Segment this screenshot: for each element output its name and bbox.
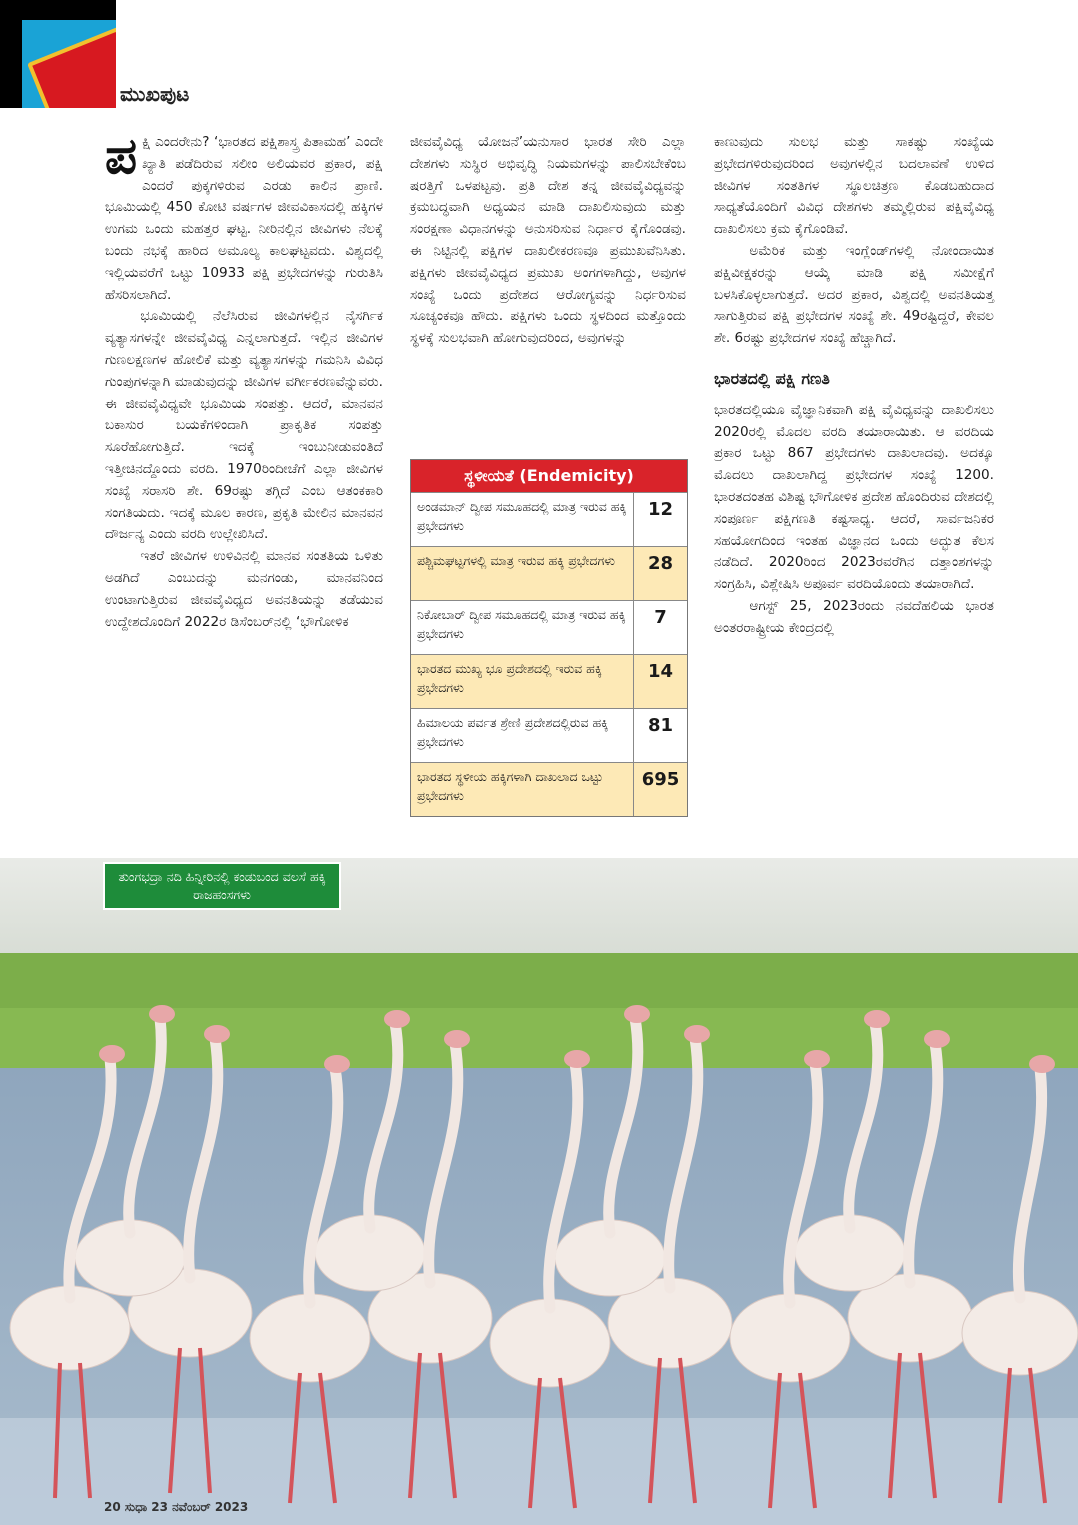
page-number: 20: [104, 1500, 121, 1514]
paragraph: ಭಾರತದಲ್ಲಿಯೂ ವೈಜ್ಞಾನಿಕವಾಗಿ ಪಕ್ಷಿ ವೈವಿಧ್ಯವನ್ನು ದಾಖಲಿಸಲು 2020ರಲ್ಲಿ ಮೊದಲ ವರದಿ ತಯಾರಾಯಿತು. ಆ ವರದಿಯ ಪ್ರಕಾರ ಒಟ್ಟು 867 ಪ್ರಭೇದಗಳು ದಾಖಲಾದವು. ಅದಕ್ಕೂ ಮೊದಲು ದಾಖಲಾಗಿದ್ದ ಪ್ರಭೇದಗಳ ಸಂಖ್ಯೆ 1200. ಭಾರತದಂತಹ ವಿಶಿಷ್ಟ ಭೌಗೋಳಿಕ ಪ್ರದೇಶ ಹೊಂದಿರುವ ದೇಶದಲ್ಲಿ ಸಂಪೂರ್ಣ ಪಕ್ಷಿಗಣತಿ ಕಷ್ಟಸಾಧ್ಯ. ಆದರೆ, ಸಾರ್ವಜನಿಕರ ಸಹಯೋಗದಿಂದ ಇಂತಹ ವಿಜ್ಞಾನದ ಒಂದು ಅದ್ಭುತ ಕೆಲಸ ನಡೆದಿದೆ. 2020ರಿಂದ 2023ರವರೆಗಿನ ದತ್ತಾಂಶಗಳನ್ನು ಸಂಗ್ರಹಿಸಿ, ವಿಶ್ಲೇಷಿಸಿ ಅಪೂರ್ವ ವರದಿಯೊಂದು ತಯಾರಾಗಿದೆ.: [714, 401, 994, 593]
table-row: [411, 708, 687, 762]
photo-caption: ತುಂಗಭದ್ರಾ ನದಿ ಹಿನ್ನೀರಿನಲ್ಲಿ ಕಂಡುಬಂದ ವಲಸೆ ಹಕ್ಕಿ ರಾಜಹಂಸಗಳು: [103, 862, 341, 910]
row-label: ಹಿಮಾಲಯ ಪರ್ವತ ಶ್ರೇಣಿ ಪ್ರದೇಶದಲ್ಲಿರುವ ಹಕ್ಕಿ ಪ್ರಭೇದಗಳು: [411, 709, 634, 762]
flamingo-illustration: [0, 858, 1078, 1525]
row-label: ಅಂಡಮಾನ್ ದ್ವೀಪ ಸಮೂಹದಲ್ಲಿ ಮಾತ್ರ ಇರುವ ಹಕ್ಕಿ ಪ್ರಭೇದಗಳು: [411, 493, 634, 546]
subheading: ಭಾರತದಲ್ಲಿ ಪಕ್ಷಿ ಗಣತಿ: [714, 368, 830, 388]
paragraph: ಆಗಸ್ಟ್ 25, 2023ರಂದು ನವದೆಹಲಿಯ ಭಾರತ ಅಂತರರಾಷ್ಟ್ರೀಯ ಕೇಂದ್ರದಲ್ಲಿ: [714, 597, 994, 636]
paragraph: ಭೂಮಿಯಲ್ಲಿ ನೆಲೆಸಿರುವ ಜೀವಿಗಳಲ್ಲಿನ ನೈಸರ್ಗಿಕ ವ್ಯತ್ಯಾಸಗಳನ್ನೇ ಜೀವವೈವಿಧ್ಯ ಎನ್ನಲಾಗುತ್ತದೆ. ಇಲ್ಲಿನ ಜೀವಿಗಳ ಗುಣಲಕ್ಷಣಗಳ ಹೋಲಿಕೆ ಮತ್ತು ವ್ಯತ್ಯಾಸಗಳನ್ನು ಗಮನಿಸಿ ವಿವಿಧ ಗುಂಪುಗಳನ್ನಾಗಿ ಮಾಡುವುದನ್ನು ಜೀವಿಗಳ ವರ್ಗೀಕರಣವೆನ್ನುವರು. ಈ ಜೀವವೈವಿಧ್ಯವೇ ಭೂಮಿಯ ಸಂಪತ್ತು. ಆದರೆ, ಮಾನವನ ಬಕಾಸುರ ಬಯಕೆಗಳಿಂದಾಗಿ ಪ್ರಾಕೃತಿಕ ಸಂಪತ್ತು ಸೂರೆಹೋಗುತ್ತಿದೆ. ಇದಕ್ಕೆ ಇಂಬುನೀಡುವಂತಿದೆ ಇತ್ತೀಚಿನದ್ದೊಂದು ವರದಿ. 1970ರಿಂದೀಚೆಗೆ ಎಲ್ಲಾ ಜೀವಿಗಳ ಸಂಖ್ಯೆ ಸರಾಸರಿ ಶೇ. 69ರಷ್ಟು ತಗ್ಗಿದೆ ಎಂಬ ಆತಂಕಕಾರಿ ಸಂಗತಿಯದು. ಇದಕ್ಕೆ ಮೂಲ ಕಾರಣ, ಪ್ರಕೃತಿ ಮೇಲಿನ ಮಾನವನ ದೌರ್ಜನ್ಯ ಎಂದು ವರದಿ ಉಲ್ಲೇಖಿಸಿದೆ.: [105, 308, 383, 543]
section-title: ಮುಖಪುಟ: [120, 82, 190, 106]
row-value: 7: [654, 607, 667, 628]
paragraph: ಕ್ಷಿ ಎಂದರೇನು? ‘ಭಾರತದ ಪಕ್ಷಿಶಾಸ್ತ್ರ ಪಿತಾಮಹ’ ಎಂದೇ ಖ್ಯಾತಿ ಪಡೆದಿರುವ ಸಲೀಂ ಅಲಿಯವರ ಪ್ರಕಾರ, ಪಕ್ಷಿ ಎಂದರೆ ಪುಕ್ಕಗಳಿರುವ ಎರಡು ಕಾಲಿನ ಪ್ರಾಣಿ. ಭೂಮಿಯಲ್ಲಿ 450 ಕೋಟಿ ವರ್ಷಗಳ ಜೀವವಿಕಾಸದಲ್ಲಿ ಹಕ್ಕಿಗಳ ಉಗಮ ಒಂದು ಮಹತ್ತರ ಘಟ್ಟ. ನೀರಿನಲ್ಲಿನ ಜೀವಿಗಳು ನೆಲಕ್ಕೆ ಬಂದು ನಭಕ್ಕೆ ಹಾರಿದ ಅಮೂಲ್ಯ ಕಾಲಘಟ್ಟವದು. ವಿಶ್ವದಲ್ಲಿ ಇಲ್ಲಿಯವರೆಗೆ ಒಟ್ಟು 10933 ಪಕ್ಷಿ ಪ್ರಭೇದಗಳನ್ನು ಗುರುತಿಸಿ ಹೆಸರಿಸಲಾಗಿದೆ.: [105, 134, 383, 303]
paragraph: ಜೀವವೈವಿಧ್ಯ ಯೋಜನೆ’ಯನುಸಾರ ಭಾರತ ಸೇರಿ ಎಲ್ಲಾ ದೇಶಗಳು ಸುಸ್ಥಿರ ಅಭಿವೃದ್ಧಿ ನಿಯಮಗಳನ್ನು ಪಾಲಿಸಬೇಕೆಂಬ ಷರತ್ತಿಗೆ ಒಳಪಟ್ಟವು. ಪ್ರತಿ ದೇಶ ತನ್ನ ಜೀವವೈವಿಧ್ಯವನ್ನು ಕ್ರಮಬದ್ಧವಾಗಿ ಅಧ್ಯಯನ ಮಾಡಿ ದಾಖಲಿಸುವುದು ಮತ್ತು ಸಂರಕ್ಷಣಾ ವಿಧಾನಗಳನ್ನು ಅನುಸರಿಸುವ ನಿರ್ಧಾರ ಕೈಗೊಂಡವು. ಈ ನಿಟ್ಟಿನಲ್ಲಿ ಪಕ್ಷಿಗಳ ದಾಖಲೀಕರಣವೂ ಪ್ರಮುಖವೆನಿಸಿತು. ಪಕ್ಷಿಗಳು ಜೀವವೈವಿಧ್ಯದ ಪ್ರಮುಖ ಅಂಗಗಳಾಗಿದ್ದು, ಅವುಗಳ ಸಂಖ್ಯೆ ಒಂದು ಪ್ರದೇಶದ ಆರೋಗ್ಯವನ್ನು ನಿರ್ಧರಿಸುವ ಸೂಚ್ಯಂಕವೂ ಹೌದು. ಪಕ್ಷಿಗಳು ಒಂದು ಸ್ಥಳದಿಂದ ಮತ್ತೊಂದು ಸ್ಥಳಕ್ಕೆ ಸುಲಭವಾಗಿ ಹೋಗುವುದರಿಂದ, ಅವುಗಳನ್ನು: [410, 134, 686, 347]
paragraph: ಅಮೆರಿಕ ಮತ್ತು ಇಂಗ್ಲೆಂಡ್‌ಗಳಲ್ಲಿ ನೋಂದಾಯಿತ ಪಕ್ಷಿವೀಕ್ಷಕರನ್ನು ಆಯ್ಕೆ ಮಾಡಿ ಪಕ್ಷಿ ಸಮೀಕ್ಷೆಗೆ ಬಳಸಿಕೊಳ್ಳಲಾಗುತ್ತದೆ. ಅದರ ಪ್ರಕಾರ, ವಿಶ್ವದಲ್ಲಿ ಅವನತಿಯತ್ತ ಸಾಗುತ್ತಿರುವ ಪಕ್ಷಿ ಪ್ರಭೇದಗಳ ಸಂಖ್ಯೆ ಶೇ. 49ರಷ್ಟಿದ್ದರೆ, ಕೇವಲ ಶೇ. 6ರಷ್ಟು ಪ್ರಭೇದಗಳ ಸಂಖ್ಯೆ ಹೆಚ್ಚಾಗಿದೆ.: [714, 242, 994, 347]
table-row: [411, 762, 687, 816]
page-footer: [104, 1500, 248, 1515]
row-value: 12: [647, 499, 674, 520]
table-row: [411, 600, 687, 654]
article-column-3: [714, 132, 994, 640]
row-value: 28: [647, 553, 674, 574]
row-label: ಭಾರತದ ಸ್ಥಳೀಯ ಹಕ್ಕಿಗಳಾಗಿ ದಾಖಲಾದ ಒಟ್ಟು ಪ್ರಭೇದಗಳು: [411, 763, 634, 816]
logo-sheet-shape: [27, 27, 116, 108]
corner-logo: [0, 0, 116, 108]
flamingo-photo: [0, 858, 1078, 1525]
row-label: ಪಶ್ಚಿಮಘಟ್ಟಗಳಲ್ಲಿ ಮಾತ್ರ ಇರುವ ಹಕ್ಕಿ ಪ್ರಭೇದಗಳು: [411, 547, 634, 600]
row-value: 81: [647, 715, 674, 736]
table-row: [411, 546, 687, 600]
drop-cap: ಪ: [105, 127, 138, 185]
endemicity-table: [410, 459, 688, 817]
issue-label: ಸುಧಾ 23 ನವೆಂಬರ್ 2023: [124, 1500, 249, 1514]
row-value: 695: [641, 769, 680, 790]
table-row: [411, 654, 687, 708]
article-column-2: [410, 132, 686, 350]
row-value: 14: [647, 661, 674, 682]
row-label: ನಿಕೋಬಾರ್ ದ್ವೀಪ ಸಮೂಹದಲ್ಲಿ ಮಾತ್ರ ಇರುವ ಹಕ್ಕಿ ಪ್ರಭೇದಗಳು: [411, 601, 634, 654]
paragraph: ಕಾಣುವುದು ಸುಲಭ ಮತ್ತು ಸಾಕಷ್ಟು ಸಂಖ್ಯೆಯ ಪ್ರಭೇದಗಳಿರುವುದರಿಂದ ಅವುಗಳಲ್ಲಿನ ಬದಲಾವಣೆ ಉಳಿದ ಜೀವಿಗಳ ಸಂತತಿಗಳ ಸ್ಥೂಲಚಿತ್ರಣ ಕೊಡಬಹುದಾದ ಸಾಧ್ಯತೆಯೊಂದಿಗೆ ವಿವಿಧ ದೇಶಗಳು ತಮ್ಮಲ್ಲಿರುವ ಪಕ್ಷಿವೈವಿಧ್ಯ ದಾಖಲಿಸಲು ಕ್ರಮ ಕೈಗೊಂಡಿವೆ.: [714, 134, 994, 238]
logo-square: [22, 20, 116, 108]
paragraph: ಇತರೆ ಜೀವಿಗಳ ಉಳಿವಿನಲ್ಲಿ ಮಾನವ ಸಂತತಿಯ ಒಳಿತು ಅಡಗಿದೆ ಎಂಬುದನ್ನು ಮನಗಂಡು, ಮಾನವನಿಂದ ಉಂಟಾಗುತ್ತಿರುವ ಜೀವವೈವಿಧ್ಯದ ಅವನತಿಯನ್ನು ತಡೆಯುವ ಉದ್ದೇಶದೊಂದಿಗೆ 2022ರ ಡಿಸೆಂಬರ್‌ನಲ್ಲಿ ‘ಭೌಗೋಳಿಕ: [105, 548, 383, 630]
row-label: ಭಾರತದ ಮುಖ್ಯ ಭೂ ಪ್ರದೇಶದಲ್ಲಿ ಇರುವ ಹಕ್ಕಿ ಪ್ರಭೇದಗಳು: [411, 655, 634, 708]
table-title: ಸ್ಥಳೀಯತೆ (Endemicity): [411, 460, 687, 492]
table-row: [411, 492, 687, 546]
article-column-1: [105, 127, 383, 633]
